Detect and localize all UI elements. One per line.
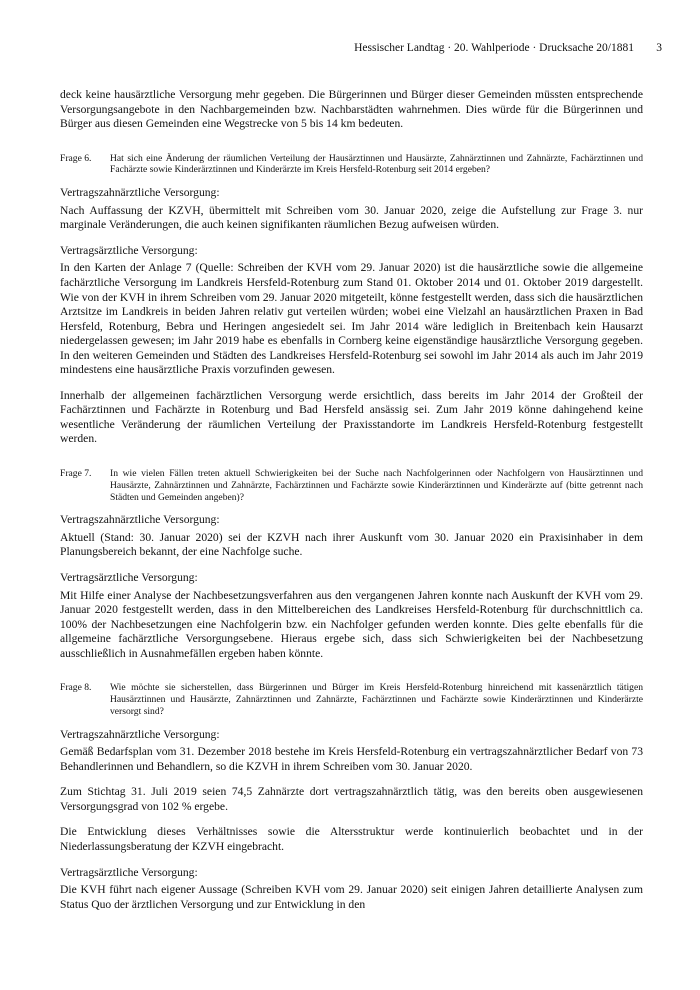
q6-medical-answer: In den Karten der Anlage 7 (Quelle: Schreiben der KVH vom 29. Januar 2020) ist die hausärztliche sowie die allgemeine fachärztliche Versorgung im Landkreis Hersfeld-Rotenburg zum Stand 01. Oktober 2014 und 01. Oktober 2019 dargestellt. Wie von der KVH in ihrem Schreiben vom 29. Januar 2020 mitgeteilt, könne festgestellt werden, dass sich die hausärztlichen Arztsitze im Landkreis in beiden Jahren relativ gut verteilen würden; wobei eine Vielzahl an hausärztlichen Praxen in Bad Hersfeld, Rotenburg, Bebra und Heringen angesiedelt sei. Im Jahr 2014 wäre lediglich in Breitenbach kein Hausarzt niedergelassen gewesen; im Jahr 2019 habe es ebenfalls in Cornberg keine eigenständige hausärztliche Versorgung gegeben. In den weiteren Gemeinden und Städten des Landkreises Hersfeld-Rotenburg sei sowohl im Jahr 2014 als auch im Jahr 2019 mindestens eine hausärztliche Praxis vorzufinden gewesen. [60, 261, 643, 377]
question-6 [60, 153, 643, 177]
q8-medical-heading: Vertragsärztliche Versorgung: [60, 865, 198, 879]
q7-dental-heading: Vertragszahnärztliche Versorgung: [60, 513, 220, 527]
q8-dental-answer-2: Zum Stichtag 31. Juli 2019 seien 74,5 Zahnärzte dort vertragszahnärztlich tätig, was den bereits oben ausgewiesenen Versorgungsgrad von 102 % ergebe. [60, 785, 643, 813]
q6-medical-heading: Vertragsärztliche Versorgung: [60, 243, 198, 257]
question-8 [60, 682, 643, 717]
q6-dental-answer: Nach Auffassung der KZVH, übermittelt mit Schreiben vom 30. Januar 2020, zeige die Aufstellung zur Frage 3. nur marginale Veränderungen, die auch keinen signifikanten räumlichen Bezug aufweisen würden. [60, 203, 643, 232]
q7-dental-answer: Aktuell (Stand: 30. Januar 2020) sei der KZVH nach ihrer Auskunft vom 30. Januar 2020 ein Praxisinhaber in dem Planungsbereich bekannt, der eine Nachfolge suche. [60, 530, 643, 559]
question-7-label: Frage 7. [60, 467, 92, 479]
question-6-label: Frage 6. [60, 152, 92, 164]
running-title: Hessischer Landtag · 20. Wahlperiode · Drucksache 20/1881 [354, 42, 634, 54]
question-6-text: Hat sich eine Änderung der räumlichen Verteilung der Hausärztinnen und Hausärzte, Zahnärztinnen und Zahnärzte, Fachärztinnen und Fachärzte sowie Kinderärztinnen und Kinderärzte im Kreis Hersfeld-Rotenburg seit 2014 ergeben? [110, 152, 643, 176]
q8-dental-heading: Vertragszahnärztliche Versorgung: [60, 727, 220, 741]
q7-medical-heading: Vertragsärztliche Versorgung: [60, 571, 198, 585]
q8-medical-answer: Die KVH führt nach eigener Aussage (Schreiben KVH vom 29. Januar 2020) seit einigen Jahren detaillierte Analysen zum Status Quo der ärztlichen Versorgung und zur Entwicklung in den [60, 883, 643, 911]
q8-dental-answer-1: Gemäß Bedarfsplan vom 31. Dezember 2018 bestehe im Kreis Hersfeld-Rotenburg ein vertragszahnärztlicher Bedarf von 73 Behandlerinnen und Behandlern, so die KZVH in ihrem Schreiben vom 30. Januar 2020. [60, 745, 643, 773]
intro-paragraph: deck keine hausärztliche Versorgung mehr gegeben. Die Bürgerinnen und Bürger dieser Gemeinden müssten entsprechende Versorgungsangebote in den Nachbargemeinden bzw. Nachbarstädten wahrnehmen. Dies würde für die Bürgerinnen und Bürger aus diesen Gemeinden eine Wegstrecke von 5 bis 14 km bedeuten. [60, 88, 643, 131]
q7-medical-answer: Mit Hilfe einer Analyse der Nachbesetzungsverfahren aus den vergangenen Jahren konnte nach Auskunft der KVH vom 29. Januar 2020 festgestellt werden, dass in den Mittelbereichen des Landkreises Hersfeld-Rotenburg für durchschnittlich ca. 100% der Nachbesetzungen eine Nachfolgerin bzw. ein Nachfolger gefunden werden konnte. Dies gelte ebenfalls für die allgemeine fachärztliche Versorgungsebene. Hieraus ergebe sich, dass sich Schwierigkeiten bei der Nachbesetzung ausschließlich in Ausnahmefällen ergeben haben könnte. [60, 588, 643, 660]
q6-specialist-answer: Innerhalb der allgemeinen fachärztlichen Versorgung werde ersichtlich, dass bereits im Jahr 2014 der Großteil der Fachärztinnen und Fachärzte in Rotenburg und Bad Hersfeld ansässig sei. Zum Jahr 2019 könne dahingehend keine wesentliche Veränderung der räumlichen Verteilung der Praxisstandorte im Landkreis Hersfeld-Rotenburg festgestellt werden. [60, 388, 643, 446]
q8-dental-answer-3: Die Entwicklung dieses Verhältnisses sowie die Altersstruktur werde kontinuierlich beobachtet und in der Niederlassungsberatung der KZVH eingebracht. [60, 825, 643, 853]
question-8-text: Wie möchte sie sicherstellen, dass Bürgerinnen und Bürger im Kreis Hersfeld-Rotenburg hinreichend mit kassenärztlich tätigen Hausärztinnen und Hausärzte, Zahnärztinnen und Zahnärzte, Fachärztinnen und Fachärzte sowie Kinderärztinnen und Kinderärzte versorgt sind? [110, 682, 643, 717]
page-number: 3 [656, 42, 662, 54]
question-7 [60, 468, 643, 503]
question-8-label: Frage 8. [60, 682, 92, 694]
question-7-text: In wie vielen Fällen treten aktuell Schwierigkeiten bei der Suche nach Nachfolgerinnen oder Nachfolgern von Hausärztinnen und Hausärzte, Zahnärztinnen und Zahnärzte, Fachärztinnen und Fachärzte sowie Kinderärztinnen und Kinderärzte auf (bitte getrennt nach Städten und Gemeinden angeben)? [110, 467, 643, 503]
document-body [60, 88, 643, 912]
q6-dental-heading: Vertragszahnärztliche Versorgung: [60, 186, 220, 200]
